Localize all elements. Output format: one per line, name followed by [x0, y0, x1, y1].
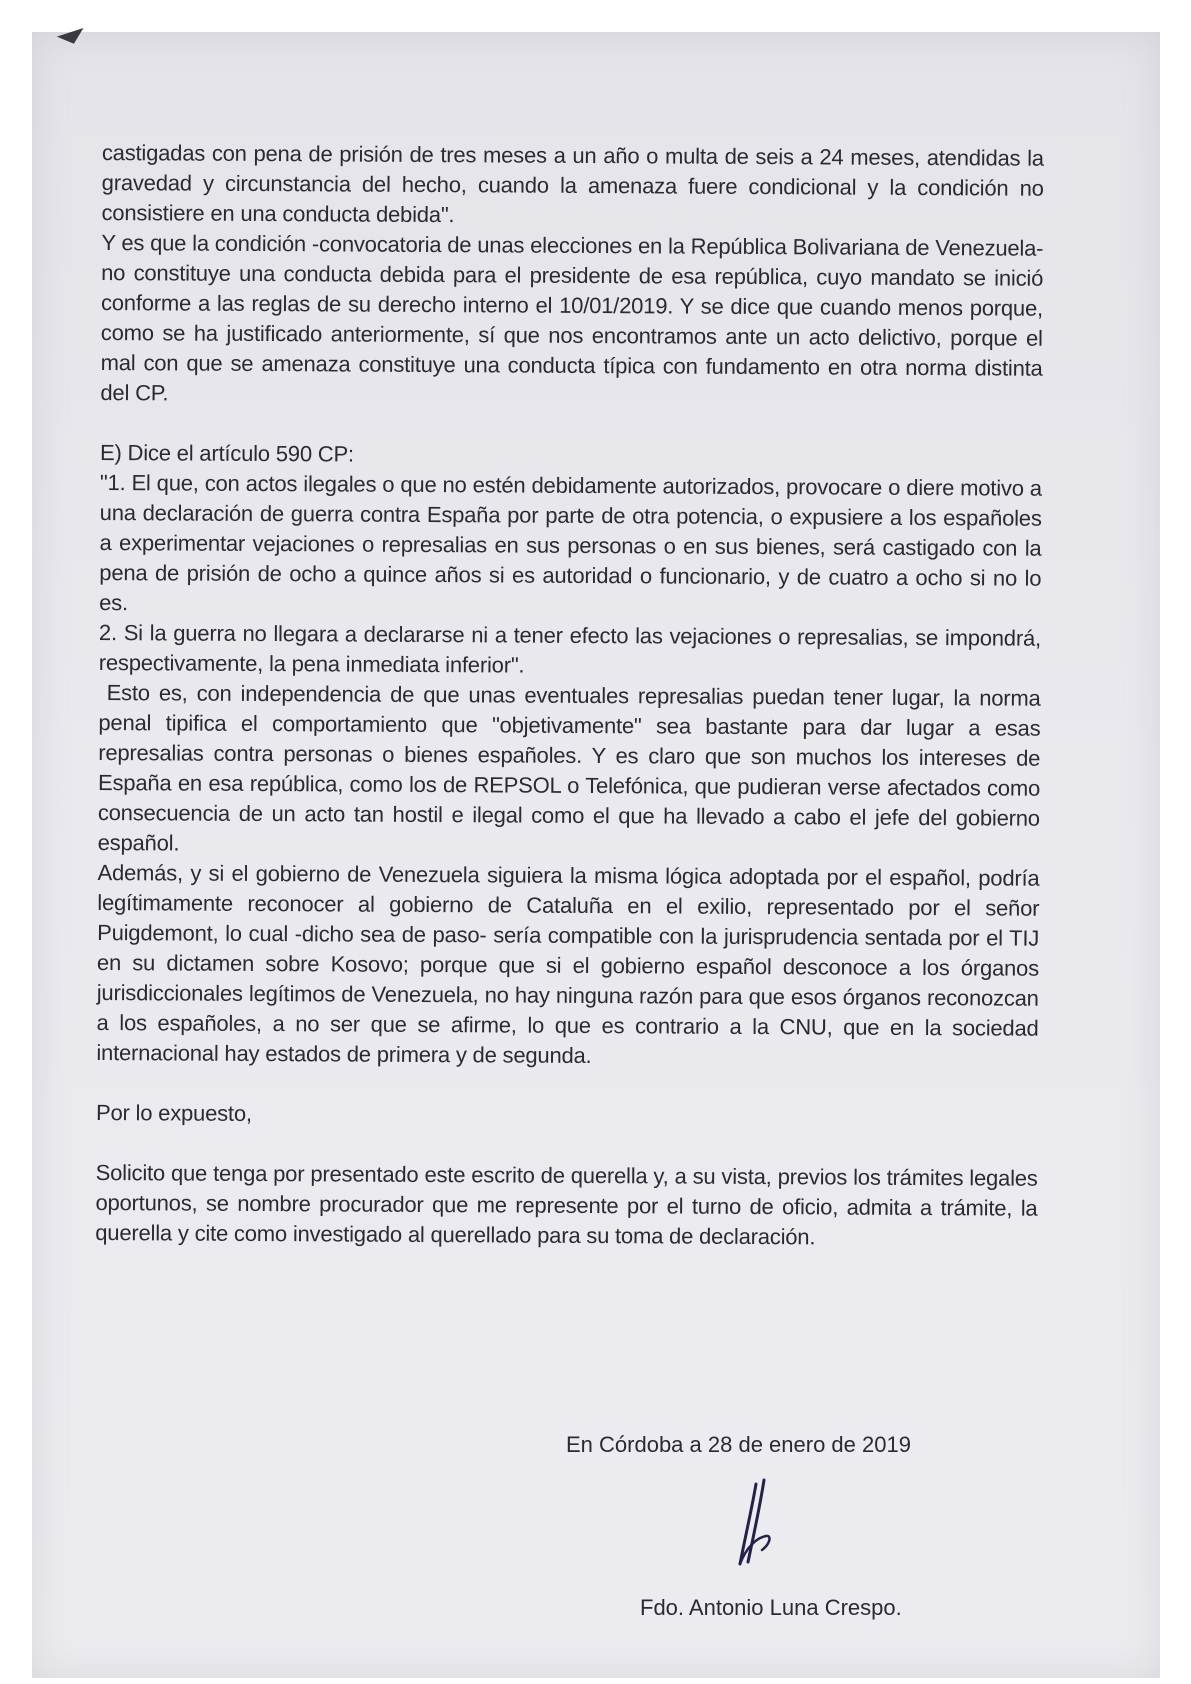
paragraph-venezuela-logic: Además, y si el gobierno de Venezuela siguiera la misma lógica adoptada por el español, podría legítimamente reconocer al gobierno de Cataluña en el exilio, representado por el señor Puigdemont, lo cual -dicho sea de paso- sería compatible con la jurisprudencia sentada por el TIJ en su dictamen sobre Kosovo; porque que si el gobierno español desconoce a los órganos jurisdiccionales legítimos de Venezuela, no hay ninguna razón para que esos órganos reconozcan a los españoles, a no ser que se afirme, lo que es contrario a la CNU, que en la sociedad internacional hay estados de primera y de segunda.: [96, 859, 1040, 1069]
paragraph-por-lo-expuesto: Por lo expuesto,: [95, 1099, 252, 1126]
handwritten-signature: [726, 1478, 786, 1570]
paragraph-interpretation: Esto es, con independencia de que unas eventuales represalias puedan tener lugar, la norma penal tipifica el comportamiento que "objetivamente" sea bastante para dar lugar a esas represalias contra personas o bienes españoles. Y es claro que son muchos los intereses de España en esa república, como los de REPSOL o Telefónica, que pudieran verse afectados como consecuencia de un acto tan hostil e ilegal como el que ha llevado a cabo el jefe del gobierno español.: [97, 680, 1041, 856]
paragraph-article-quote-2: 2. Si la guerra no llegara a declararse ni a tener efecto las vejaciones o represalias, se impondrá, respectivamente, la pena inmediata inferior".: [98, 619, 1042, 678]
paragraph-article-heading: E) Dice el artículo 590 CP:: [100, 439, 354, 467]
document-body: [95, 138, 1044, 1254]
signer-name: Fdo. Antonio Luna Crespo.: [640, 1595, 902, 1620]
place-and-date: En Córdoba a 28 de enero de 2019: [566, 1432, 911, 1457]
paragraph-article-quote-1: "1. El que, con actos ilegales o que no estén debidamente autorizados, provocare o diere motivo a una declaración de guerra contra España por parte de otra potencia, o expusiere a los españoles a experimentar vejaciones o represalias en sus personas o en sus bienes, será castigado con la pena de prisión de ocho a quince años si es autoridad o funcionario, y de cuatro a ocho si no lo es.: [99, 469, 1042, 616]
paragraph-penalty: castigadas con pena de prisión de tres meses a un año o multa de seis a 24 meses, atendidas la gravedad y circunstancia del hecho, cuando la amenaza fuere condicional y la condición no consistiere en una conducta debida".: [101, 139, 1044, 228]
paragraph-condition: Y es que la condición -convocatoria de unas elecciones en la República Bolivariana de Venezuela- no constituye una conducta debida para el presidente de esa república, cuyo mandato se inició conforme a las reglas de su derecho interno el 10/01/2019. Y se dice que cuando menos porque, como se ha justificado anteriormente, sí que nos encontramos ante un acto delictivo, porque el mal con que se amenaza constituye una conducta típica con fundamento en otra norma distinta del CP.: [100, 229, 1044, 406]
paragraph-solicitud: Solicito que tenga por presentado este escrito de querella y, a su vista, previos los trámites legales oportunos, se nombre procurador que me represente por el turno de oficio, admita a trámite, la querella y cite como investigado al querellado para su toma de declaración.: [95, 1159, 1038, 1250]
